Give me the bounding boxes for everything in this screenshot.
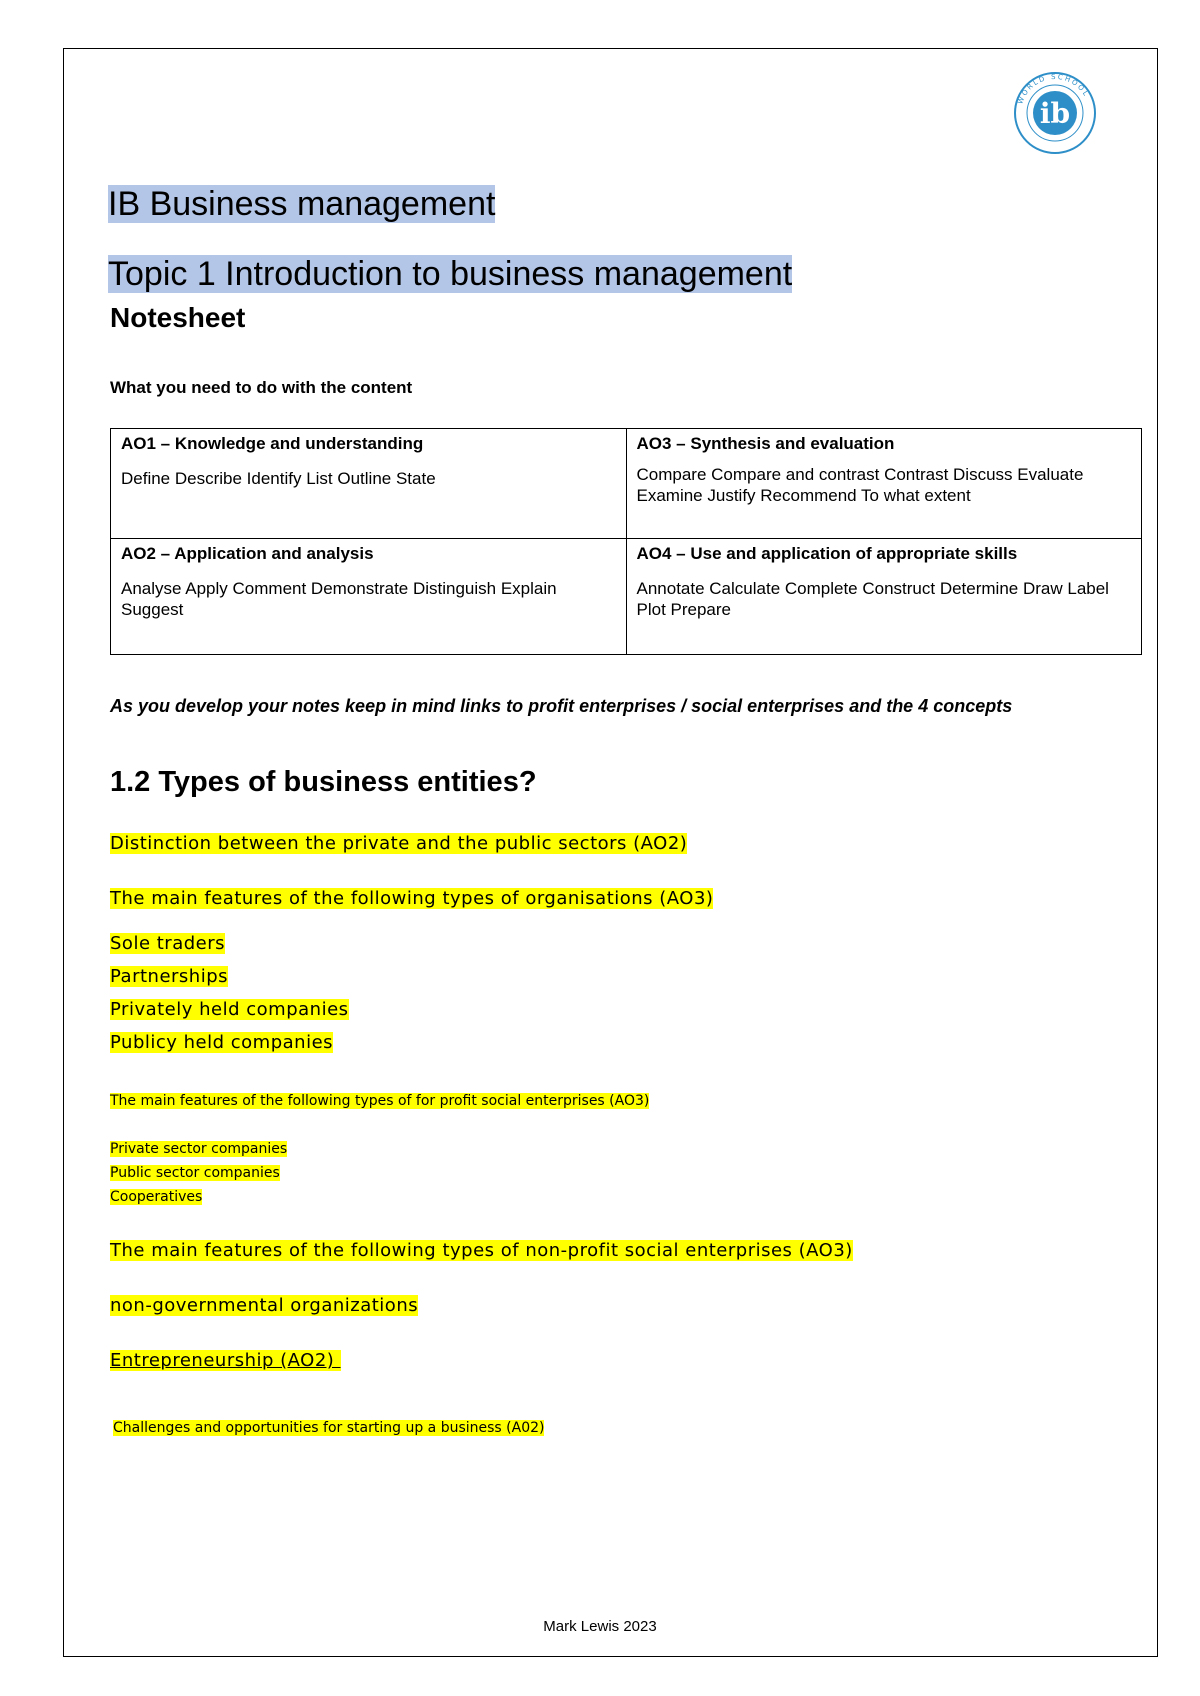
list-item: Cooperatives <box>110 1189 203 1205</box>
ao4-cell <box>626 539 1142 655</box>
topic-title: Topic 1 Introduction to business management <box>108 255 793 293</box>
content-heading: What you need to do with the content <box>110 378 413 397</box>
ao2-cell <box>111 539 627 655</box>
ao4-body: Annotate Calculate Complete Construct Determine Draw Label Plot Prepare <box>636 579 1109 619</box>
concepts-note: As you develop your notes keep in mind links to profit enterprises / social enterprises and the 4 concepts <box>110 696 1013 716</box>
notesheet-heading: Notesheet <box>110 302 246 333</box>
ib-logo <box>1012 70 1098 156</box>
ao3-cell <box>626 429 1142 539</box>
features-profit-social-topic: The main features of the following types of for profit social enterprises (AO3) <box>110 1093 650 1109</box>
entrepreneurship-topic: Entrepreneurship (AO2) <box>110 1350 341 1371</box>
ao4-title: AO4 – Use and application of appropriate skills <box>636 544 1018 563</box>
section-heading: 1.2 Types of business entities? <box>110 766 537 798</box>
list-item: Sole traders <box>110 933 226 954</box>
ao1-body: Define Describe Identify List Outline State <box>121 469 436 488</box>
ngo-topic: non-governmental organizations <box>110 1295 419 1316</box>
ao3-title: AO3 – Synthesis and evaluation <box>636 434 895 453</box>
document-title: IB Business management <box>108 185 496 223</box>
svg-text:WORLD SCHOOL: WORLD SCHOOL <box>1016 72 1091 106</box>
svg-text:ib: ib <box>1039 97 1071 130</box>
list-item: Private sector companies <box>110 1141 288 1157</box>
ao3-body: Compare Compare and contrast Contrast Discuss Evaluate Examine Justify Recommend To what extent <box>636 465 1084 505</box>
list-item: Partnerships <box>110 966 229 987</box>
list-item: Privately held companies <box>110 999 349 1020</box>
challenges-topic: Challenges and opportunities for starting up a business (A02) <box>113 1420 545 1436</box>
footer-author: Mark Lewis 2023 <box>543 1618 657 1635</box>
assessment-objectives-table <box>110 428 1142 655</box>
list-item: Publicy held companies <box>110 1032 334 1053</box>
distinction-topic: Distinction between the private and the public sectors (AO2) <box>110 833 688 854</box>
features-orgs-topic: The main features of the following types of organisations (AO3) <box>110 888 714 909</box>
ao2-body: Analyse Apply Comment Demonstrate Distinguish Explain Suggest <box>121 579 557 619</box>
ao2-title: AO2 – Application and analysis <box>121 544 374 563</box>
ao1-title: AO1 – Knowledge and understanding <box>121 434 424 453</box>
ao1-cell <box>111 429 627 539</box>
list-item: Public sector companies <box>110 1165 280 1181</box>
features-nonprofit-topic: The main features of the following types of non-profit social enterprises (AO3) <box>110 1240 853 1261</box>
